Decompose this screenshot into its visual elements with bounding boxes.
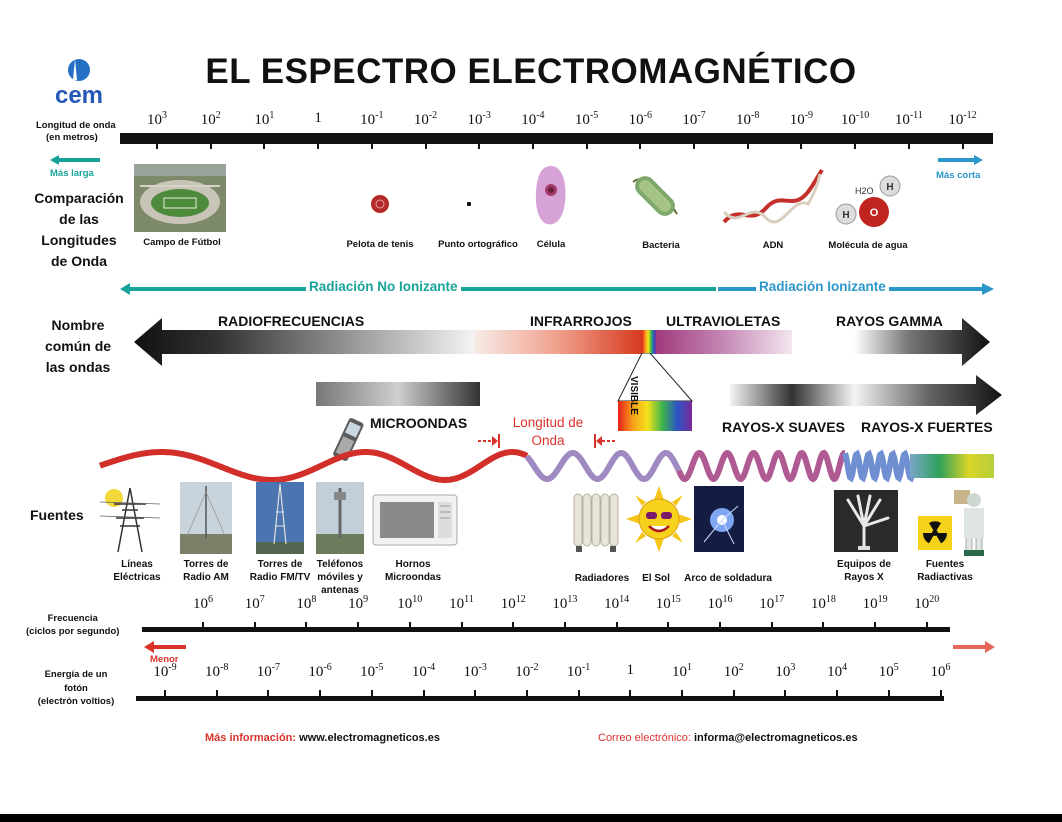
- source-label-line: Arco de soldadura: [684, 573, 772, 584]
- ionizing-label: Radiación Ionizante: [756, 279, 889, 294]
- wavelength-tick-base: 10: [467, 112, 483, 128]
- energy-tick-mark: [784, 690, 786, 698]
- wavelength-label-line2: (en metros): [46, 132, 98, 143]
- wavelength-tick-mark: [908, 141, 910, 149]
- wavelength-tick-exponent: -10: [855, 110, 870, 121]
- frequency-tick-exponent: 18: [825, 594, 836, 605]
- frequency-tick-mark: [822, 622, 824, 630]
- energy-tick-exponent: -8: [220, 662, 229, 673]
- names-heading-line: Nombre: [51, 317, 105, 333]
- am-tower-photo: [180, 482, 232, 559]
- shorter-arrow: [938, 152, 983, 170]
- email-address[interactable]: informa@electromagneticos.es: [694, 732, 858, 744]
- energy-tick-exponent: -3: [478, 662, 487, 673]
- energy-tick-exponent: -2: [530, 662, 539, 673]
- energy-tick-base: 10: [878, 664, 894, 680]
- energy-tick-label: [241, 662, 295, 681]
- energy-tick-exponent: 6: [945, 662, 951, 673]
- energy-tick-base: 10: [723, 664, 739, 680]
- wavelength-tick-mark: [263, 141, 265, 149]
- frequency-tick-base: 10: [604, 596, 620, 612]
- energy-tick-label: [138, 662, 192, 681]
- xray-hand-photo: [834, 490, 898, 557]
- frequency-tick-label: [176, 594, 230, 613]
- energy-tick-base: 10: [256, 664, 272, 680]
- frequency-label-line2: (ciclos por segundo): [26, 626, 120, 637]
- source-label: [245, 558, 315, 584]
- wavelength-tick-label: [184, 110, 238, 129]
- wavelength-tick-base: 10: [789, 112, 805, 128]
- comparison-heading-line: Longitudes: [41, 232, 117, 248]
- frequency-tick-exponent: 9: [363, 594, 369, 605]
- wavelength-tick-base: 10: [521, 112, 537, 128]
- cell-icon: [533, 164, 569, 233]
- energy-tick-label: [448, 662, 502, 681]
- wavelength-tick-base: 10: [736, 112, 752, 128]
- comparison-heading-line: de Onda: [50, 253, 107, 269]
- comparison-heading-line: de las: [59, 211, 99, 227]
- names-heading-line: común de: [44, 338, 112, 354]
- dot-icon: [467, 202, 471, 206]
- wavelength-label: [36, 120, 116, 144]
- frequency-tick-base: 10: [296, 596, 312, 612]
- wavelength-tick-exponent: 3: [162, 110, 167, 121]
- energy-tick-label: [862, 662, 916, 681]
- frequency-tick-label: [590, 594, 644, 613]
- frequency-tick-mark: [667, 622, 669, 630]
- comparison-label: Célula: [536, 239, 566, 250]
- energy-label-line: fotón: [64, 682, 88, 694]
- energy-tick-base: 10: [308, 664, 324, 680]
- gamma-label: RAYOS GAMMA: [836, 313, 943, 329]
- energy-tick-exponent: -1: [581, 662, 591, 673]
- frequency-tick-mark: [616, 622, 618, 630]
- energy-tick-exponent: -5: [375, 662, 384, 673]
- frequency-tick-base: 10: [348, 596, 364, 612]
- wavelength-tick-exponent: -3: [482, 110, 491, 121]
- wavelength-tick-mark: [747, 141, 749, 149]
- source-label: [377, 558, 449, 584]
- source-label-line: Torres de: [257, 559, 303, 570]
- wavelength-tick-base: 10: [574, 112, 590, 128]
- source-label: [177, 558, 235, 584]
- energy-tick-mark: [319, 690, 321, 698]
- frequency-tick-base: 10: [449, 596, 465, 612]
- source-label-line: Rayos X: [844, 572, 884, 583]
- radiator-icon: [572, 490, 622, 557]
- wavelength-tick-exponent: -1: [375, 110, 384, 121]
- source-label-line: antenas: [321, 585, 359, 596]
- higher-arrow: [953, 640, 995, 658]
- wavelength-tick-exponent: 1: [269, 110, 275, 121]
- frequency-tick-exponent: 17: [774, 594, 785, 605]
- names-heading-line: las ondas: [45, 359, 111, 375]
- wavelength-tick-exponent: -6: [643, 110, 652, 121]
- wavelength-tick-base: 10: [360, 112, 376, 128]
- frequency-tick-base: 10: [862, 596, 878, 612]
- logo-text: cem: [54, 82, 104, 109]
- source-label: [636, 572, 676, 585]
- wavelength-tick-base: 10: [200, 112, 216, 128]
- wavelength-tick-exponent: -7: [697, 110, 706, 121]
- energy-axis: [136, 696, 944, 701]
- energy-tick-base: 10: [153, 664, 169, 680]
- wavelength-tick-mark: [425, 141, 427, 149]
- frequency-tick-mark: [564, 622, 566, 630]
- energy-tick-label: [190, 662, 244, 681]
- energy-tick-label: [810, 662, 864, 681]
- frequency-tick-label: [693, 594, 747, 613]
- energy-tick-mark: [267, 690, 269, 698]
- comparison-label: Campo de Fútbol: [143, 237, 221, 248]
- frequency-tick-base: 10: [193, 596, 208, 612]
- energy-tick-exponent: -9: [168, 662, 177, 673]
- frequency-tick-label: [486, 594, 540, 613]
- source-label-line: Líneas: [121, 559, 153, 570]
- frequency-tick-base: 10: [244, 596, 260, 612]
- energy-tick-exponent: -4: [426, 662, 436, 673]
- wavelength-tick-base: 10: [628, 112, 644, 128]
- wavelength-tick-label: [399, 110, 453, 129]
- frequency-tick-exponent: 15: [670, 594, 681, 605]
- stadium-image: [134, 164, 226, 237]
- energy-tick-mark: [578, 690, 580, 698]
- sun-icon: [626, 486, 692, 557]
- energy-tick-mark: [836, 690, 838, 698]
- frequency-tick-base: 10: [759, 596, 775, 612]
- frequency-tick-exponent: 8: [311, 594, 317, 605]
- wavelength-axis: [120, 133, 993, 144]
- wavelength-tick-label: [452, 110, 506, 129]
- wavelength-tick-label: [936, 110, 990, 129]
- wavelength-tick-exponent: -4: [536, 110, 545, 121]
- energy-tick-mark: [733, 690, 735, 698]
- source-label: [567, 572, 637, 585]
- source-label: [105, 558, 169, 584]
- source-label-line: Radio AM: [183, 572, 229, 583]
- fm-tower-photo: [256, 482, 304, 559]
- source-label-line: Radiadores: [574, 573, 630, 584]
- wavelength-tick-mark: [693, 141, 695, 149]
- names-heading: [26, 315, 130, 378]
- energy-tick-mark: [216, 690, 218, 698]
- frequency-tick-exponent: 14: [619, 594, 630, 605]
- wavelength-tick-mark: [854, 141, 856, 149]
- wavelength-tick-base: 10: [682, 112, 698, 128]
- antenna-photo: [316, 482, 364, 559]
- frequency-tick-label: [383, 594, 437, 613]
- water-molecule-icon: [832, 174, 902, 239]
- wavelength-tick-mark: [317, 141, 319, 149]
- frequency-tick-exponent: 7: [259, 594, 265, 605]
- dna-icon: [720, 164, 824, 233]
- energy-tick-exponent: 3: [790, 662, 796, 673]
- energy-tick-label: [552, 662, 606, 681]
- frequency-tick-exponent: 10: [412, 594, 423, 605]
- wavelength-tick-exponent: -2: [428, 110, 438, 121]
- energy-tick-mark: [629, 690, 631, 698]
- cem-logo: [46, 56, 112, 110]
- source-label-line: El Sol: [642, 573, 670, 584]
- wavelength-tick-base: 10: [147, 112, 162, 128]
- wavelength-tick-mark: [639, 141, 641, 149]
- energy-tick-label: [397, 662, 451, 681]
- energy-tick-base: 10: [515, 664, 531, 680]
- infrared-label: INFRARROJOS: [530, 313, 632, 329]
- wavelength-tick-mark: [532, 141, 534, 149]
- energy-tick-exponent: 1: [687, 662, 692, 673]
- longer-label: Más larga: [50, 168, 94, 179]
- source-label-line: Eléctricas: [113, 572, 161, 583]
- energy-tick-mark: [164, 690, 166, 698]
- frequency-tick-label: [331, 594, 385, 613]
- wavelength-tick-base: 10: [840, 112, 856, 128]
- wavelength-tick-exponent: -5: [589, 110, 599, 121]
- comparison-label: Punto ortográfico: [438, 239, 518, 250]
- source-label: [915, 558, 975, 584]
- wavelength-tick-exponent: -9: [804, 110, 814, 121]
- svg-text:O: O: [869, 207, 879, 219]
- energy-tick-exponent: -6: [323, 662, 332, 673]
- energy-tick-base: 1: [626, 662, 635, 678]
- frequency-tick-exponent: 13: [567, 594, 578, 605]
- power-lines-icon: [100, 482, 160, 559]
- svg-text:H: H: [842, 210, 850, 221]
- frequency-tick-exponent: 16: [722, 594, 733, 605]
- frequency-tick-label: [745, 594, 799, 613]
- wavelength-tick-label: [291, 110, 345, 127]
- wavelength-tick-label: [506, 110, 560, 129]
- frequency-tick-label: [900, 594, 954, 613]
- shorter-label: Más corta: [936, 170, 981, 181]
- bacteria-icon: [625, 164, 687, 233]
- energy-tick-label: [655, 662, 709, 681]
- energy-tick-mark: [681, 690, 683, 698]
- frequency-tick-mark: [926, 622, 928, 630]
- frequency-tick-exponent: 20: [929, 594, 940, 605]
- non-ionizing-label: Radiación No Ionizante: [306, 279, 461, 294]
- source-label-line: Equipos de: [837, 559, 891, 570]
- frequency-tick-exponent: 11: [464, 594, 474, 605]
- frequency-tick-mark: [409, 622, 411, 630]
- more-info-label: Más información:: [205, 732, 297, 744]
- energy-tick-exponent: 4: [842, 662, 848, 673]
- page-title: EL ESPECTRO ELECTROMAGNÉTICO: [205, 52, 857, 91]
- h2o-label: H2O: [855, 186, 874, 196]
- frequency-tick-mark: [254, 622, 256, 630]
- energy-tick-label: [758, 662, 812, 681]
- energy-tick-base: 10: [930, 664, 946, 680]
- energy-tick-mark: [940, 690, 942, 698]
- energy-tick-label: [293, 662, 347, 681]
- frequency-tick-label: [538, 594, 592, 613]
- frequency-tick-label: [641, 594, 695, 613]
- source-label: [829, 558, 899, 584]
- frequency-tick-mark: [719, 622, 721, 630]
- welding-photo: [694, 486, 744, 557]
- frequency-tick-mark: [305, 622, 307, 630]
- energy-tick-mark: [371, 690, 373, 698]
- wavelength-tick-label: [828, 110, 882, 129]
- wavelength-tick-base: 10: [254, 112, 270, 128]
- energy-tick-label: [345, 662, 399, 681]
- energy-tick-label: [603, 662, 657, 679]
- energy-tick-exponent: -7: [271, 662, 281, 673]
- energy-tick-base: 10: [566, 664, 582, 680]
- visible-label: VISIBLE: [628, 376, 639, 415]
- wavelength-tick-label: [774, 110, 828, 129]
- wavelength-tick-label: [667, 110, 721, 129]
- soft-xray-label: RAYOS-X SUAVES: [722, 419, 845, 435]
- source-label: [678, 572, 778, 585]
- frequency-tick-exponent: 6: [208, 594, 213, 605]
- comparison-label: Pelota de tenis: [346, 239, 414, 250]
- frequency-tick-mark: [357, 622, 359, 630]
- energy-label-line: (electrón voltios): [37, 696, 115, 707]
- comparison-heading: [20, 188, 138, 272]
- frequency-tick-mark: [512, 622, 514, 630]
- energy-tick-label: [914, 662, 968, 681]
- frequency-tick-base: 10: [552, 596, 568, 612]
- energy-tick-base: 10: [775, 664, 791, 680]
- frequency-tick-label: [796, 594, 850, 613]
- energy-tick-base: 10: [827, 664, 843, 680]
- frequency-axis: [142, 627, 950, 632]
- energy-tick-exponent: 2: [738, 662, 744, 673]
- frequency-tick-mark: [771, 622, 773, 630]
- comparison-label: Molécula de agua: [828, 240, 908, 251]
- energy-tick-label: [500, 662, 554, 681]
- energy-tick-mark: [888, 690, 890, 698]
- microwave-oven-icon: [372, 494, 458, 551]
- wavelength-tick-label: [237, 110, 291, 129]
- wavelength-label-line1: Longitud de onda: [36, 120, 116, 131]
- energy-tick-base: 10: [672, 664, 687, 680]
- tennis-ball-icon: [370, 194, 390, 219]
- wavelength-tick-mark: [371, 141, 373, 149]
- source-label-line: Radiactivas: [917, 572, 973, 583]
- wavelength-tick-mark: [156, 141, 158, 149]
- more-info-url[interactable]: www.electromagneticos.es: [299, 732, 440, 744]
- energy-tick-mark: [526, 690, 528, 698]
- frequency-tick-base: 10: [397, 596, 413, 612]
- wavelength-tick-base: 1: [314, 110, 322, 126]
- source-label-line: móviles y: [317, 572, 363, 583]
- wavelength-tick-base: 10: [894, 112, 910, 128]
- frequency-tick-mark: [461, 622, 463, 630]
- wavelength-tick-mark: [800, 141, 802, 149]
- wavelength-tick-label: [560, 110, 614, 129]
- frequency-tick-exponent: 19: [877, 594, 888, 605]
- microwaves-label: MICROONDAS: [370, 415, 468, 431]
- comparison-label: ADN: [762, 240, 784, 251]
- sources-heading: Fuentes: [30, 507, 84, 523]
- source-label: [310, 558, 370, 597]
- frequency-tick-base: 10: [810, 596, 826, 612]
- source-label-line: Torres de: [183, 559, 229, 570]
- xray-band: [730, 375, 1002, 422]
- wavelength-note-line: Onda: [531, 433, 565, 448]
- wavelength-note-line: Longitud de: [512, 415, 584, 430]
- frequency-label: [26, 612, 119, 638]
- wavelength-tick-label: [130, 110, 184, 129]
- frequency-label-line1: Frecuencia: [47, 613, 98, 624]
- wavelength-tick-mark: [586, 141, 588, 149]
- microwave-band: [316, 382, 480, 406]
- energy-tick-exponent: 5: [893, 662, 899, 673]
- frequency-tick-label: [435, 594, 489, 613]
- frequency-tick-label: [228, 594, 282, 613]
- frequency-tick-exponent: 12: [515, 594, 526, 605]
- frequency-tick-label: [279, 594, 333, 613]
- ultraviolet-label: ULTRAVIOLETAS: [666, 313, 781, 329]
- radiation-symbol-icon: [918, 516, 952, 555]
- comparison-heading-line: Comparación: [34, 190, 124, 206]
- energy-tick-label: [707, 662, 761, 681]
- wavelength-tick-mark: [478, 141, 480, 149]
- frequency-tick-base: 10: [707, 596, 723, 612]
- wavelength-tick-base: 10: [948, 112, 964, 128]
- source-label-line: Radio FM/TV: [249, 572, 311, 583]
- hazmat-worker-icon: [952, 488, 986, 561]
- source-label-line: Teléfonos: [316, 559, 364, 570]
- wavelength-tick-exponent: -12: [963, 110, 977, 121]
- hard-xray-label: RAYOS-X FUERTES: [861, 419, 993, 435]
- energy-tick-base: 10: [463, 664, 479, 680]
- frequency-tick-mark: [202, 622, 204, 630]
- wavelength-tick-exponent: -8: [751, 110, 760, 121]
- source-label-line: Hornos: [395, 559, 431, 570]
- frequency-tick-base: 10: [500, 596, 516, 612]
- svg-text:H: H: [886, 182, 894, 193]
- wavelength-tick-label: [721, 110, 775, 129]
- wavelength-tick-base: 10: [413, 112, 429, 128]
- energy-tick-base: 10: [205, 664, 221, 680]
- frequency-tick-base: 10: [655, 596, 671, 612]
- more-info: [205, 732, 440, 744]
- wavelength-tick-mark: [962, 141, 964, 149]
- wavelength-tick-exponent: 2: [215, 110, 221, 121]
- wavelength-tick-label: [613, 110, 667, 129]
- source-label-line: Microondas: [384, 572, 442, 583]
- source-label-line: Fuentes: [925, 559, 965, 570]
- lower-label: Menor: [150, 654, 179, 665]
- frequency-tick-base: 10: [914, 596, 930, 612]
- energy-tick-mark: [474, 690, 476, 698]
- energy-label-line: Energía de un: [44, 669, 108, 680]
- energy-label: [26, 668, 126, 709]
- email-label: Correo electrónico:: [598, 732, 691, 744]
- wavelength-tick-label: [345, 110, 399, 129]
- email-info: [598, 732, 858, 744]
- wavelength-tick-exponent: -11: [909, 110, 923, 121]
- wavelength-tick-label: [882, 110, 936, 129]
- energy-tick-base: 10: [360, 664, 376, 680]
- wavelength-tick-mark: [210, 141, 212, 149]
- energy-tick-base: 10: [411, 664, 427, 680]
- comparison-label: Bacteria: [642, 240, 680, 251]
- radio-label: RADIOFRECUENCIAS: [218, 313, 365, 329]
- frequency-tick-mark: [874, 622, 876, 630]
- frequency-tick-label: [848, 594, 902, 613]
- energy-tick-mark: [423, 690, 425, 698]
